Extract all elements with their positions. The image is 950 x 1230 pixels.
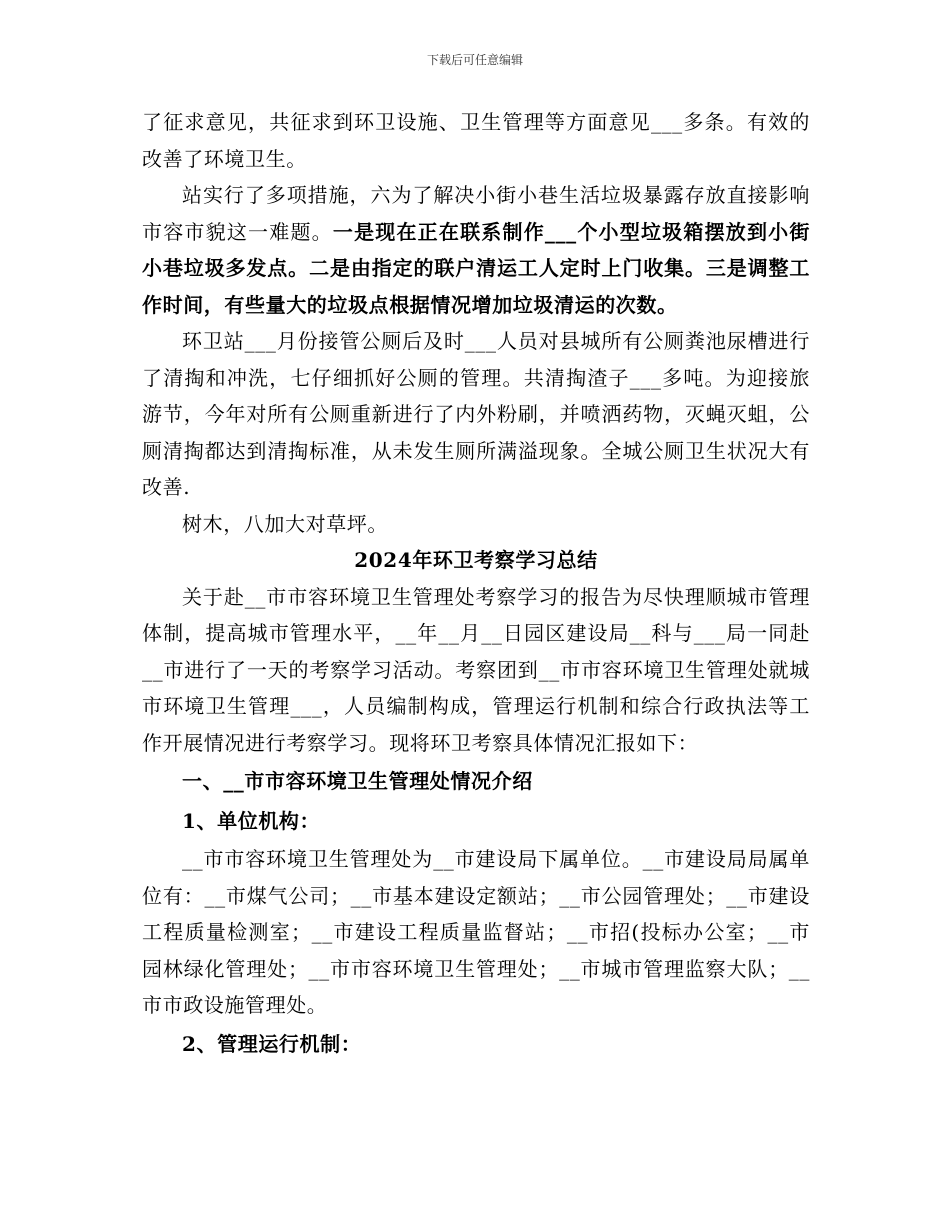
subsection-heading: 1、单位机构： bbox=[182, 809, 321, 833]
paragraph: 关于赴__市市容环境卫生管理处考察学习的报告为尽快理顺城市管理体制，提高城市管理水平，__年__月__日园区建设局__科与___局一同赴__市进行了一天的考察学习活动。考察团到__市市容环境卫生管理处就城市环境卫生管理___，人员编制构成，管理运行机制和综合行政执法等工作开展情况进行考察学习。现将环卫考察具体情况汇报如下： bbox=[142, 584, 810, 755]
paragraph-bold-text: 一是现在正在联系制作___个小型垃圾箱摆放到小街小巷垃圾多发点。二是由指定的联户清运工人定时上门收集。三是调整工作时间，有些量大的垃圾点根据情况增加垃圾清运的次数。 bbox=[142, 219, 810, 317]
subsection-heading: 2、管理运行机制： bbox=[182, 1031, 362, 1056]
page-header: 下载后可任意编辑 bbox=[426, 53, 523, 67]
paragraph: __市市容环境卫生管理处为__市建设局下属单位。__市建设局局属单位有：__市煤气公司；__市基本建设定额站；__市公园管理处；__市建设工程质量检测室；__市建设工程质量监督站；__市招(投标办公室；__市园林绿化管理处；__市市容环境卫生管理处；__市城市管理监察大队；__市市政设施管理处。 bbox=[142, 847, 810, 1017]
paragraph: 树木，八加大对草坪。 bbox=[182, 511, 388, 536]
section-heading: 一、__市市容环境卫生管理处情况介绍 bbox=[182, 769, 533, 793]
document-title: 2024年环卫考察学习总结 bbox=[354, 548, 598, 572]
paragraph-text: 站实行了多项措施，六为了解决小街小巷生活垃圾暴露存放直接影响市容市貌这一难题。 bbox=[142, 183, 810, 244]
paragraph: 环卫站___月份接管公厕后及时___人员对县城所有公厕粪池尿槽进行了清掏和冲洗，七仔细抓好公厕的管理。共清掏渣子___多吨。为迎接旅游节，今年对所有公厕重新进行了内外粉刷，并喷洒药物，灭蝇灭蛆，公厕清掏都达到清掏标准，从未发生厕所满溢现象。全城公厕卫生状况大有改善. bbox=[142, 329, 810, 499]
paragraph bbox=[142, 177, 810, 323]
paragraph: 了征求意见，共征求到环卫设施、卫生管理等方面意见___多条。有效的改善了环境卫生。 bbox=[142, 110, 810, 171]
document-body bbox=[142, 104, 810, 1064]
